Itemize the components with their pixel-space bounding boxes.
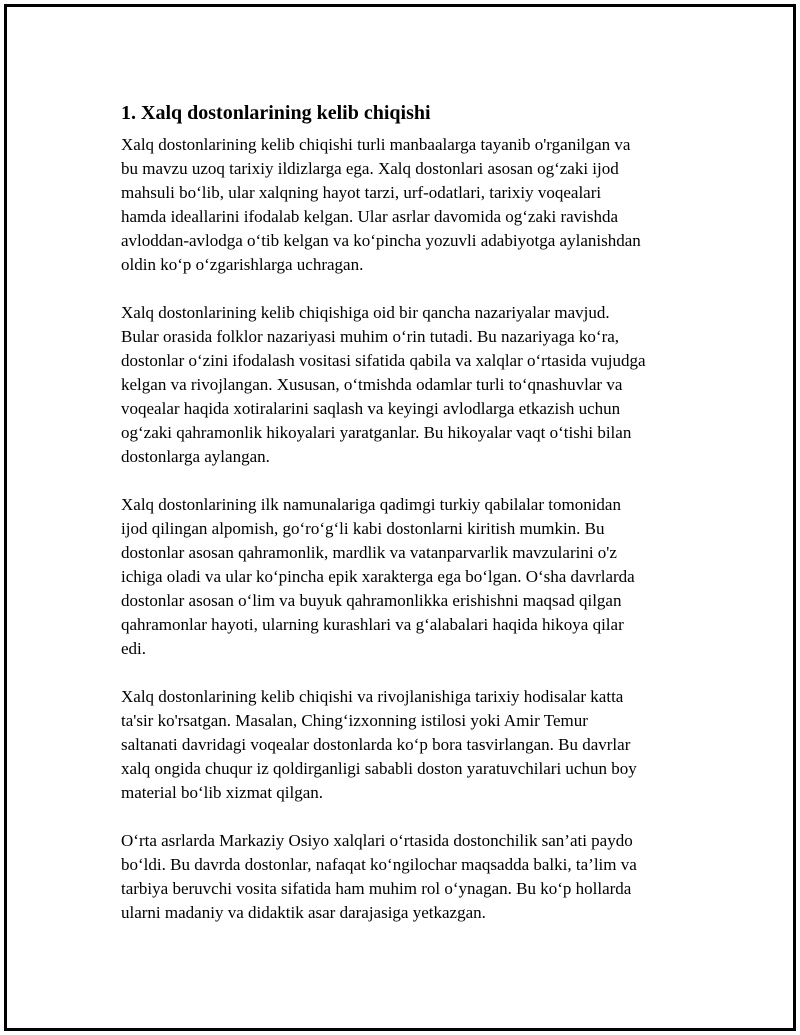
document-body [121, 99, 701, 949]
text-line: hamda ideallarini ifodalab kelgan. Ular asrlar davomida og‘zaki ravishda [121, 207, 619, 226]
page-frame [4, 4, 796, 1031]
text-line: kelgan va rivojlangan. Xususan, o‘tmishda odamlar turli to‘qnashuvlar va [121, 375, 623, 394]
paragraph-2 [121, 301, 701, 469]
paragraph-3 [121, 493, 701, 661]
text-line: Xalq dostonlarining ilk namunalariga qadimgi turkiy qabilalar tomonidan [121, 495, 621, 514]
paragraph-5 [121, 829, 701, 925]
text-line: O‘rta asrlarda Markaziy Osiyo xalqlari o‘rtasida dostonchilik san’ati paydo [121, 831, 633, 850]
text-line: avloddan-avlodga o‘tib kelgan va ko‘pincha yozuvli adabiyotga aylanishdan [121, 231, 641, 250]
text-line: xalq ongida chuqur iz qoldirganligi sababli doston yaratuvchilari uchun boy [121, 759, 637, 778]
text-line: Xalq dostonlarining kelib chiqishi turli manbaalarga tayanib o'rganilgan va [121, 135, 631, 154]
text-line: ularni madaniy va didaktik asar darajasiga yetkazgan. [121, 903, 486, 922]
text-line: dostonlar asosan qahramonlik, mardlik va vatanparvarlik mavzularini o'z [121, 543, 617, 562]
text-line: oldin ko‘p o‘zgarishlarga uchragan. [121, 255, 364, 274]
text-line: qahramonlar hayoti, ularning kurashlari va g‘alabalari haqida hikoya qilar [121, 615, 624, 634]
text-line: dostonlar o‘zini ifodalash vositasi sifatida qabila va xalqlar o‘rtasida vujudga [121, 351, 646, 370]
text-line: mahsuli bo‘lib, ular xalqning hayot tarzi, urf-odatlari, tarixiy voqealari [121, 183, 602, 202]
text-line: dostonlarga aylangan. [121, 447, 270, 466]
text-line: tarbiya beruvchi vosita sifatida ham muhim rol o‘ynagan. Bu ko‘p hollarda [121, 879, 632, 898]
text-line: Xalq dostonlarining kelib chiqishi va rivojlanishiga tarixiy hodisalar katta [121, 687, 624, 706]
section-heading: 1. Xalq dostonlarining kelib chiqishi [121, 102, 431, 124]
text-line: ijod qilingan alpomish, go‘ro‘g‘li kabi dostonlarni kiritish mumkin. Bu [121, 519, 605, 538]
text-line: og‘zaki qahramonlik hikoyalari yaratganlar. Bu hikoyalar vaqt o‘tishi bilan [121, 423, 632, 442]
text-line: voqealar haqida xotiralarini saqlash va keyingi avlodlarga etkazish uchun [121, 399, 621, 418]
paragraph-4 [121, 685, 701, 805]
text-line: edi. [121, 639, 147, 658]
text-line: ta'sir ko'rsatgan. Masalan, Ching‘izxonning istilosi yoki Amir Temur [121, 711, 588, 730]
paragraph-1 [121, 133, 701, 277]
text-line: bo‘ldi. Bu davrda dostonlar, nafaqat ko‘ngilochar maqsadda balki, ta’lim va [121, 855, 637, 874]
text-line: Bular orasida folklor nazariyasi muhim o‘rin tutadi. Bu nazariyaga ko‘ra, [121, 327, 620, 346]
text-line: ichiga oladi va ular ko‘pincha epik xarakterga ega bo‘lgan. O‘sha davrlarda [121, 567, 635, 586]
text-line: bu mavzu uzoq tarixiy ildizlarga ega. Xalq dostonlari asosan og‘zaki ijod [121, 159, 619, 178]
text-line: material bo‘lib xizmat qilgan. [121, 783, 324, 802]
text-line: Xalq dostonlarining kelib chiqishiga oid bir qancha nazariyalar mavjud. [121, 303, 610, 322]
text-line: saltanati davridagi voqealar dostonlarda ko‘p bora tasvirlangan. Bu davrlar [121, 735, 631, 754]
text-line: dostonlar asosan o‘lim va buyuk qahramonlikka erishishni maqsad qilgan [121, 591, 622, 610]
